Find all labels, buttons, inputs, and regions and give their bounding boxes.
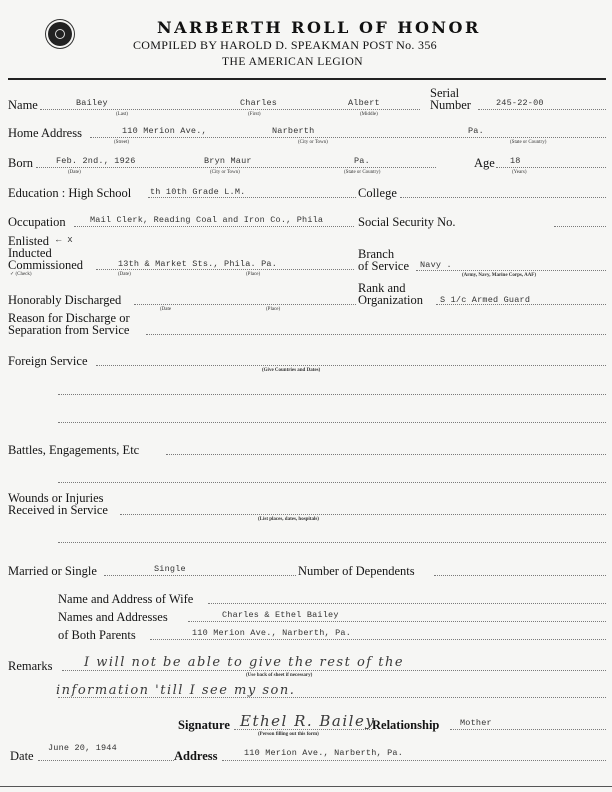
foreign-service-line-1 — [96, 365, 606, 366]
name-line — [40, 109, 420, 110]
rank-label: Rank and — [358, 281, 406, 295]
rank-field[interactable]: S 1/c Armed Guard — [440, 295, 531, 305]
branch-caption: (Army, Navy, Marine Corps, AAF) — [462, 273, 537, 278]
marital-status-label: Married or Single — [8, 564, 97, 578]
street-caption: (Street) — [114, 140, 129, 145]
parents-label-1: Names and Addresses — [58, 610, 168, 624]
home-address-line — [90, 137, 606, 138]
remarks-line-2-field[interactable]: information 'till I see my son. — [56, 683, 296, 698]
battles-line-2 — [58, 482, 606, 483]
education-label: Education : High School — [8, 186, 132, 200]
occupation-label: Occupation — [8, 215, 66, 229]
age-label: Age — [474, 156, 495, 170]
entry-line — [96, 269, 354, 270]
signature-label: Signature — [178, 718, 230, 732]
occupation-line — [74, 226, 354, 227]
foreign-service-line-2 — [58, 394, 606, 395]
relationship-line — [450, 729, 606, 730]
foreign-service-label: Foreign Service — [8, 354, 88, 368]
parents-label-2: of Both Parents — [58, 628, 136, 642]
battles-line-1 — [166, 454, 606, 455]
wounds-label-1: Wounds or Injuries — [8, 491, 104, 505]
born-label: Born — [8, 156, 33, 170]
discharge-date-caption: (Date — [160, 307, 172, 312]
check-caption: ✓ (Check) — [10, 272, 32, 277]
branch-field[interactable]: Navy . — [420, 260, 452, 270]
form-title: NARBERTH ROLL OF HONOR — [157, 18, 481, 37]
branch-label: Branch — [358, 247, 395, 261]
first-name-field[interactable]: Charles — [240, 98, 278, 108]
reason-label-2: Separation from Service — [8, 323, 130, 337]
last-name-field[interactable]: Bailey — [76, 98, 108, 108]
entry-date-place-field[interactable]: 13th & Market Sts., Phila. Pa. — [118, 259, 278, 269]
state-field[interactable]: Pa. — [468, 126, 484, 136]
birth-state-caption: (State or Country) — [344, 170, 381, 175]
age-field[interactable]: 18 — [510, 156, 521, 166]
address-label: Address — [174, 749, 218, 763]
remarks-caption: (Use back of sheet if necessary) — [246, 673, 313, 678]
born-line — [36, 167, 436, 168]
state-caption: (State or Country) — [510, 140, 547, 145]
birth-state-field[interactable]: Pa. — [354, 156, 370, 166]
foreign-service-caption: (Give Countries and Dates) — [262, 368, 321, 373]
marital-status-field[interactable]: Single — [154, 564, 186, 574]
address-line — [222, 760, 606, 761]
discharge-place-caption: (Place) — [266, 307, 281, 312]
middle-caption: (Middle) — [360, 112, 378, 117]
birth-city-caption: (City or Town) — [210, 170, 240, 175]
date-line — [38, 760, 174, 761]
college-line — [400, 197, 606, 198]
marital-status-line — [104, 575, 296, 576]
organization-label: Organization — [358, 293, 424, 307]
relationship-field[interactable]: Mother — [460, 718, 492, 728]
number-label: Number — [430, 98, 471, 112]
dependents-line — [434, 575, 606, 576]
remarks-line-1-field[interactable]: I will not be able to give the rest of the — [84, 655, 405, 670]
high-school-line — [148, 197, 356, 198]
discharge-label: Honorably Discharged — [8, 293, 122, 307]
parents-names-field[interactable]: Charles & Ethel Bailey — [222, 610, 339, 620]
signature-caption: (Person filling out this form) — [258, 732, 319, 737]
wife-line — [208, 603, 606, 604]
commissioned-label: Commissioned — [8, 258, 84, 272]
bottom-edge — [0, 786, 612, 787]
occupation-field[interactable]: Mail Clerk, Reading Coal and Iron Co., Phila — [90, 215, 324, 225]
header-divider — [8, 78, 606, 80]
parents-address-field[interactable]: 110 Merion Ave., Narberth, Pa. — [192, 628, 352, 638]
battles-label: Battles, Engagements, Etc — [8, 443, 140, 457]
wounds-line-1 — [120, 514, 606, 515]
dependents-label: Number of Dependents — [298, 564, 415, 578]
name-label: Name — [8, 98, 38, 112]
organization-name: THE AMERICAN LEGION — [222, 56, 364, 68]
foreign-service-line-3 — [58, 422, 606, 423]
birth-date-caption: (Date) — [68, 170, 81, 175]
entry-place-caption: (Place) — [246, 272, 261, 277]
remarks-label: Remarks — [8, 659, 53, 673]
date-label: Date — [10, 749, 34, 763]
serial-number-field[interactable]: 245-22-00 — [496, 98, 544, 108]
entry-date-caption: (Date) — [118, 272, 131, 277]
serial-line — [478, 109, 606, 110]
relationship-label: Relationship — [372, 718, 440, 732]
reason-line — [146, 334, 606, 335]
discharge-line — [134, 304, 356, 305]
wounds-label-2: Received in Service — [8, 503, 108, 517]
city-caption: (City or Town) — [298, 140, 328, 145]
address-field[interactable]: 110 Merion Ave., Narberth, Pa. — [244, 748, 404, 758]
remarks-line-1 — [62, 670, 606, 671]
american-legion-emblem-icon — [48, 22, 72, 46]
wounds-line-2 — [58, 542, 606, 543]
ssn-label: Social Security No. — [358, 215, 456, 229]
high-school-field[interactable]: th 10th Grade L.M. — [150, 187, 246, 197]
middle-name-field[interactable]: Albert — [348, 98, 380, 108]
birth-city-field[interactable]: Bryn Maur — [204, 156, 252, 166]
last-caption: (Last) — [116, 112, 128, 117]
inducted-label: Inducted — [8, 246, 52, 260]
street-field[interactable]: 110 Merion Ave., — [122, 126, 207, 136]
age-line — [496, 167, 606, 168]
parents-address-line — [150, 639, 606, 640]
date-field[interactable]: June 20, 1944 — [48, 743, 117, 753]
home-address-label: Home Address — [8, 126, 82, 140]
enlisted-label: Enlisted — [8, 234, 49, 248]
enlisted-checkmark[interactable]: ← x — [56, 235, 73, 245]
form-subtitle: COMPILED BY HAROLD D. SPEAKMAN POST No. 356 — [133, 38, 437, 52]
first-caption: (First) — [248, 112, 261, 117]
wife-label: Name and Address of Wife — [58, 592, 194, 606]
of-service-label: of Service — [358, 259, 410, 273]
birth-date-field[interactable]: Feb. 2nd., 1926 — [56, 156, 136, 166]
signature-field[interactable]: Ethel R. Bailey — [240, 712, 376, 730]
ssn-line — [554, 226, 606, 227]
city-field[interactable]: Narberth — [272, 126, 315, 136]
age-caption: (Years) — [512, 170, 527, 175]
serial-label: Serial — [430, 86, 460, 100]
parents-names-line — [188, 621, 606, 622]
branch-line — [416, 270, 606, 271]
college-label: College — [358, 186, 397, 200]
wounds-caption: (List places, dates, hospitals) — [258, 517, 319, 522]
reason-label-1: Reason for Discharge or — [8, 311, 130, 325]
